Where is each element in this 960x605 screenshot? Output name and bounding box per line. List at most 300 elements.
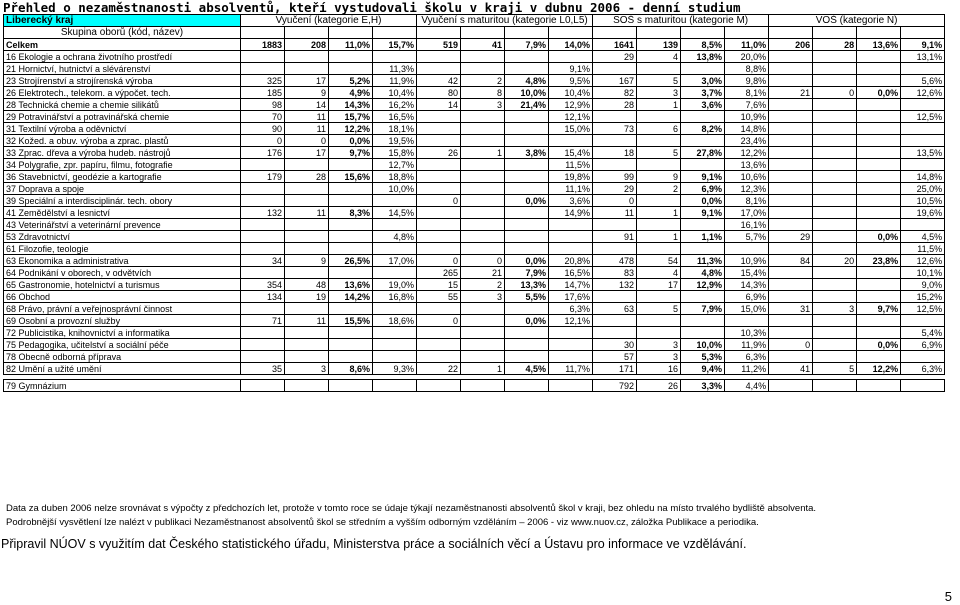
table-cell: 82 bbox=[593, 87, 637, 99]
table-cell: 792 bbox=[593, 380, 637, 392]
table-cell: 23,8% bbox=[857, 255, 901, 267]
table-cell bbox=[901, 315, 945, 327]
table-cell: 84 bbox=[769, 255, 813, 267]
table-row bbox=[4, 267, 945, 279]
table-cell: 14,3% bbox=[329, 99, 373, 111]
table-cell: 4,5% bbox=[901, 231, 945, 243]
table-cell: 11,0% bbox=[725, 39, 769, 51]
table-cell bbox=[417, 135, 461, 147]
row-label: 32 Kožed. a obuv. výroba a zprac. plastů bbox=[4, 135, 241, 147]
table-cell: 325 bbox=[241, 75, 285, 87]
table-cell bbox=[505, 231, 549, 243]
table-cell: 20,0% bbox=[725, 51, 769, 63]
gymnazium-row bbox=[4, 380, 945, 392]
table-cell: 15,8% bbox=[373, 147, 417, 159]
table-cell: 15,4% bbox=[549, 147, 593, 159]
table-cell bbox=[461, 243, 505, 255]
table-cell: 1,1% bbox=[681, 231, 725, 243]
table-row bbox=[4, 87, 945, 99]
table-cell: 5 bbox=[813, 363, 857, 375]
table-cell bbox=[285, 303, 329, 315]
table-cell bbox=[417, 51, 461, 63]
table-row bbox=[4, 315, 945, 327]
column-header bbox=[681, 27, 725, 39]
table-cell bbox=[769, 380, 813, 392]
table-cell: 6,3% bbox=[901, 363, 945, 375]
table-cell: 15,0% bbox=[549, 123, 593, 135]
table-cell bbox=[461, 183, 505, 195]
table-cell bbox=[813, 279, 857, 291]
table-cell: 11,7% bbox=[549, 363, 593, 375]
table-cell bbox=[769, 279, 813, 291]
table-cell: 5,6% bbox=[901, 75, 945, 87]
table-cell: 354 bbox=[241, 279, 285, 291]
table-cell: 4,8% bbox=[373, 231, 417, 243]
table-cell: 1883 bbox=[241, 39, 285, 51]
table-cell: 185 bbox=[241, 87, 285, 99]
table-cell bbox=[769, 51, 813, 63]
table-row bbox=[4, 231, 945, 243]
table-cell bbox=[373, 195, 417, 207]
table-cell bbox=[461, 171, 505, 183]
table-cell: 10,5% bbox=[901, 195, 945, 207]
table-cell bbox=[461, 195, 505, 207]
table-cell: 0,0% bbox=[857, 339, 901, 351]
table-cell bbox=[417, 243, 461, 255]
table-cell: 12,1% bbox=[549, 315, 593, 327]
table-cell bbox=[769, 159, 813, 171]
table-cell: 265 bbox=[417, 267, 461, 279]
row-label: 33 Zprac. dřeva a výroba hudeb. nástrojů bbox=[4, 147, 241, 159]
table-cell: 28 bbox=[813, 39, 857, 51]
table-cell bbox=[813, 183, 857, 195]
table-cell: 14,8% bbox=[901, 171, 945, 183]
table-cell: 12,9% bbox=[681, 279, 725, 291]
table-cell bbox=[901, 123, 945, 135]
table-cell: 9,1% bbox=[681, 207, 725, 219]
table-cell: 0,0% bbox=[329, 135, 373, 147]
table-cell bbox=[593, 135, 637, 147]
table-cell: 5 bbox=[637, 303, 681, 315]
table-cell bbox=[813, 111, 857, 123]
table-row bbox=[4, 303, 945, 315]
table-cell: 8,5% bbox=[681, 39, 725, 51]
category-header: Vyučení (kategorie E,H) bbox=[241, 15, 417, 27]
table-cell bbox=[241, 351, 285, 363]
table-cell bbox=[549, 231, 593, 243]
column-header bbox=[373, 27, 417, 39]
table-cell: 0 bbox=[285, 135, 329, 147]
table-cell bbox=[813, 147, 857, 159]
table-cell bbox=[505, 111, 549, 123]
table-cell bbox=[593, 291, 637, 303]
table-cell bbox=[593, 327, 637, 339]
table-cell: 10,0% bbox=[505, 87, 549, 99]
table-cell bbox=[461, 123, 505, 135]
table-cell bbox=[461, 63, 505, 75]
column-header bbox=[417, 27, 461, 39]
table-row bbox=[4, 51, 945, 63]
table-cell: 18,6% bbox=[373, 315, 417, 327]
table-cell: 478 bbox=[593, 255, 637, 267]
table-cell bbox=[241, 195, 285, 207]
table-cell: 11,9% bbox=[725, 339, 769, 351]
table-cell: 3,3% bbox=[681, 380, 725, 392]
column-header bbox=[725, 27, 769, 39]
table-cell bbox=[461, 219, 505, 231]
table-cell: 2 bbox=[637, 183, 681, 195]
table-cell: 10,6% bbox=[725, 171, 769, 183]
table-cell bbox=[505, 243, 549, 255]
table-cell bbox=[417, 63, 461, 75]
table-cell: 18,8% bbox=[373, 171, 417, 183]
table-cell: 8,1% bbox=[725, 87, 769, 99]
table-cell: 14,7% bbox=[549, 279, 593, 291]
table-cell bbox=[241, 159, 285, 171]
table-cell bbox=[373, 380, 417, 392]
column-header bbox=[549, 27, 593, 39]
table-cell bbox=[505, 51, 549, 63]
table-cell: 11,5% bbox=[901, 243, 945, 255]
table-cell: 17,0% bbox=[725, 207, 769, 219]
table-cell bbox=[637, 315, 681, 327]
table-cell: 35 bbox=[241, 363, 285, 375]
table-cell: 9,8% bbox=[725, 75, 769, 87]
table-cell: 13,1% bbox=[901, 51, 945, 63]
table-row bbox=[4, 279, 945, 291]
table-row bbox=[4, 363, 945, 375]
table-cell bbox=[857, 171, 901, 183]
table-cell: 10,4% bbox=[373, 87, 417, 99]
column-header bbox=[857, 27, 901, 39]
table-cell: 10,9% bbox=[725, 255, 769, 267]
table-cell: 23,4% bbox=[725, 135, 769, 147]
table-cell bbox=[901, 219, 945, 231]
table-cell: 132 bbox=[593, 279, 637, 291]
table-cell bbox=[285, 243, 329, 255]
table-row bbox=[4, 255, 945, 267]
table-cell: 4,5% bbox=[505, 363, 549, 375]
table-cell bbox=[813, 207, 857, 219]
table-row bbox=[4, 207, 945, 219]
table-cell: 3 bbox=[461, 99, 505, 111]
table-cell bbox=[329, 351, 373, 363]
table-cell bbox=[461, 51, 505, 63]
table-cell: 0 bbox=[593, 195, 637, 207]
table-cell: 6,9% bbox=[681, 183, 725, 195]
table-cell bbox=[285, 231, 329, 243]
table-cell: 14,0% bbox=[549, 39, 593, 51]
table-cell bbox=[241, 267, 285, 279]
table-cell bbox=[329, 195, 373, 207]
row-label: 41 Zemědělství a lesnictví bbox=[4, 207, 241, 219]
table-cell bbox=[769, 135, 813, 147]
table-cell: 11,1% bbox=[549, 183, 593, 195]
table-cell: 12,2% bbox=[725, 147, 769, 159]
region-label: Liberecký kraj bbox=[4, 15, 241, 27]
column-header bbox=[329, 27, 373, 39]
table-cell: 98 bbox=[241, 99, 285, 111]
table-cell bbox=[813, 99, 857, 111]
table-row bbox=[4, 99, 945, 111]
table-cell: 5,5% bbox=[505, 291, 549, 303]
table-cell: 18,1% bbox=[373, 123, 417, 135]
table-cell bbox=[593, 315, 637, 327]
table-cell bbox=[637, 327, 681, 339]
table-cell bbox=[373, 243, 417, 255]
table-cell bbox=[329, 63, 373, 75]
table-cell: 3 bbox=[461, 291, 505, 303]
table-cell bbox=[681, 327, 725, 339]
table-cell bbox=[285, 195, 329, 207]
column-header bbox=[813, 27, 857, 39]
table-cell: 29 bbox=[769, 231, 813, 243]
category-header: Vyučení s maturitou (kategorie L0,L5) bbox=[417, 15, 593, 27]
table-cell bbox=[725, 243, 769, 255]
table-cell: 15,5% bbox=[329, 315, 373, 327]
table-cell: 6,9% bbox=[725, 291, 769, 303]
footer-source: Připravil NÚOV s využitím dat Českého statistického úřadu, Ministerstva práce a sociálních věcí a Ústavu pro informace ve vzdělávání. bbox=[1, 537, 747, 551]
table-cell: 1641 bbox=[593, 39, 637, 51]
table-cell bbox=[769, 243, 813, 255]
table-cell bbox=[285, 183, 329, 195]
table-cell bbox=[505, 123, 549, 135]
table-cell bbox=[329, 339, 373, 351]
table-cell: 17,6% bbox=[549, 291, 593, 303]
row-label: 68 Právo, právní a veřejnosprávní činnost bbox=[4, 303, 241, 315]
table-row bbox=[4, 339, 945, 351]
table-cell: 4,4% bbox=[725, 380, 769, 392]
table-cell bbox=[417, 231, 461, 243]
header-row-categories bbox=[4, 15, 945, 27]
table-cell: 0,0% bbox=[857, 231, 901, 243]
table-row bbox=[4, 243, 945, 255]
table-cell: 12,2% bbox=[857, 363, 901, 375]
table-cell bbox=[373, 51, 417, 63]
header-row-columns bbox=[4, 27, 945, 39]
table-cell: 41 bbox=[769, 363, 813, 375]
table-cell: 9 bbox=[285, 87, 329, 99]
table-cell bbox=[241, 303, 285, 315]
table-cell bbox=[241, 231, 285, 243]
table-cell bbox=[637, 291, 681, 303]
table-cell bbox=[637, 243, 681, 255]
table-cell: 17 bbox=[285, 147, 329, 159]
row-label: 34 Polygrafie, zpr. papíru, filmu, fotografie bbox=[4, 159, 241, 171]
table-cell bbox=[549, 135, 593, 147]
table-cell: 3 bbox=[813, 303, 857, 315]
column-header bbox=[285, 27, 329, 39]
table-cell bbox=[505, 135, 549, 147]
table-cell: 13,8% bbox=[681, 51, 725, 63]
table-cell: 9,5% bbox=[549, 75, 593, 87]
table-cell bbox=[549, 339, 593, 351]
table-cell: 11 bbox=[285, 315, 329, 327]
table-cell: 7,6% bbox=[725, 99, 769, 111]
table-cell: 11 bbox=[285, 111, 329, 123]
table-cell: 3 bbox=[637, 339, 681, 351]
table-row bbox=[4, 111, 945, 123]
table-cell bbox=[813, 351, 857, 363]
row-label: 37 Doprava a spoje bbox=[4, 183, 241, 195]
table-cell: 3,0% bbox=[681, 75, 725, 87]
table-cell bbox=[285, 327, 329, 339]
table-cell bbox=[549, 380, 593, 392]
table-cell: 22 bbox=[417, 363, 461, 375]
table-cell bbox=[461, 339, 505, 351]
table-cell: 134 bbox=[241, 291, 285, 303]
table-cell bbox=[681, 63, 725, 75]
table-cell: 0 bbox=[417, 255, 461, 267]
table-cell bbox=[813, 219, 857, 231]
table-cell bbox=[769, 195, 813, 207]
table-cell: 18 bbox=[593, 147, 637, 159]
row-label: 61 Filozofie, teologie bbox=[4, 243, 241, 255]
table-cell bbox=[813, 63, 857, 75]
table-cell: 41 bbox=[461, 39, 505, 51]
table-cell bbox=[241, 63, 285, 75]
table-cell bbox=[769, 351, 813, 363]
table-row bbox=[4, 327, 945, 339]
table-cell bbox=[505, 159, 549, 171]
table-cell: 12,7% bbox=[373, 159, 417, 171]
table-cell: 15 bbox=[417, 279, 461, 291]
table-cell: 20 bbox=[813, 255, 857, 267]
table-cell: 1 bbox=[461, 147, 505, 159]
table-cell bbox=[681, 291, 725, 303]
table-cell bbox=[417, 339, 461, 351]
table-cell: 9 bbox=[637, 171, 681, 183]
table-cell bbox=[285, 351, 329, 363]
table-cell: 11,9% bbox=[373, 75, 417, 87]
table-cell bbox=[285, 63, 329, 75]
table-row bbox=[4, 159, 945, 171]
table-row bbox=[4, 75, 945, 87]
table-cell: 12,5% bbox=[901, 303, 945, 315]
table-cell bbox=[813, 267, 857, 279]
table-cell bbox=[285, 380, 329, 392]
table-cell: 13,5% bbox=[901, 147, 945, 159]
table-cell: 63 bbox=[593, 303, 637, 315]
table-cell: 0,0% bbox=[505, 255, 549, 267]
table-cell bbox=[813, 231, 857, 243]
table-row bbox=[4, 63, 945, 75]
table-cell: 12,9% bbox=[549, 99, 593, 111]
table-row bbox=[4, 183, 945, 195]
table-cell bbox=[769, 267, 813, 279]
table-cell bbox=[417, 380, 461, 392]
table-cell bbox=[461, 159, 505, 171]
table-cell bbox=[241, 380, 285, 392]
column-header bbox=[461, 27, 505, 39]
table-cell bbox=[813, 75, 857, 87]
table-cell bbox=[813, 291, 857, 303]
table-cell bbox=[769, 171, 813, 183]
table-cell: 1 bbox=[637, 207, 681, 219]
table-cell bbox=[637, 135, 681, 147]
table-cell: 0,0% bbox=[505, 315, 549, 327]
table-cell: 15,7% bbox=[329, 111, 373, 123]
table-cell bbox=[857, 243, 901, 255]
table-cell: 3 bbox=[637, 351, 681, 363]
table-cell bbox=[505, 351, 549, 363]
table-cell: 14,5% bbox=[373, 207, 417, 219]
table-cell: 3,6% bbox=[681, 99, 725, 111]
table-cell bbox=[857, 147, 901, 159]
table-cell: 0 bbox=[417, 315, 461, 327]
table-cell: 3,7% bbox=[681, 87, 725, 99]
table-cell bbox=[461, 351, 505, 363]
table-cell bbox=[241, 327, 285, 339]
table-cell bbox=[857, 135, 901, 147]
table-cell bbox=[637, 63, 681, 75]
table-cell: 6,3% bbox=[549, 303, 593, 315]
table-cell: 167 bbox=[593, 75, 637, 87]
table-cell: 9,7% bbox=[857, 303, 901, 315]
table-cell: 3 bbox=[637, 87, 681, 99]
unemployment-table bbox=[3, 14, 945, 392]
table-cell bbox=[417, 219, 461, 231]
table-cell: 206 bbox=[769, 39, 813, 51]
table-cell: 4 bbox=[637, 51, 681, 63]
table-cell bbox=[637, 111, 681, 123]
table-cell: 9 bbox=[285, 255, 329, 267]
row-label: 26 Elektrotech., telekom. a výpočet. tech. bbox=[4, 87, 241, 99]
table-cell bbox=[813, 380, 857, 392]
row-label: Celkem bbox=[4, 39, 241, 51]
table-cell bbox=[417, 303, 461, 315]
row-label: 28 Technická chemie a chemie silikátů bbox=[4, 99, 241, 111]
table-cell: 2 bbox=[461, 279, 505, 291]
table-cell: 0 bbox=[241, 135, 285, 147]
table-cell: 5,3% bbox=[681, 351, 725, 363]
table-row bbox=[4, 195, 945, 207]
row-label: 65 Gastronomie, hotelnictví a turismus bbox=[4, 279, 241, 291]
table-cell bbox=[461, 111, 505, 123]
table-cell: 16,5% bbox=[549, 267, 593, 279]
table-cell bbox=[637, 195, 681, 207]
table-cell bbox=[593, 63, 637, 75]
table-cell: 0,0% bbox=[681, 195, 725, 207]
table-cell bbox=[857, 279, 901, 291]
table-cell bbox=[505, 207, 549, 219]
table-cell bbox=[285, 51, 329, 63]
table-cell bbox=[857, 63, 901, 75]
table-cell bbox=[461, 380, 505, 392]
table-cell bbox=[417, 183, 461, 195]
table-cell bbox=[461, 327, 505, 339]
table-cell bbox=[769, 327, 813, 339]
table-cell: 27,8% bbox=[681, 147, 725, 159]
table-cell bbox=[813, 171, 857, 183]
row-header: Skupina oborů (kód, název) bbox=[4, 27, 241, 39]
table-cell bbox=[505, 380, 549, 392]
table-cell: 14 bbox=[285, 99, 329, 111]
table-cell bbox=[417, 207, 461, 219]
table-cell: 54 bbox=[637, 255, 681, 267]
table-cell: 5,2% bbox=[329, 75, 373, 87]
table-cell: 10,4% bbox=[549, 87, 593, 99]
category-header: SOŠ s maturitou (kategorie M) bbox=[593, 15, 769, 27]
table-cell bbox=[769, 123, 813, 135]
table-cell: 55 bbox=[417, 291, 461, 303]
page-title: Přehled o nezaměstnanosti absolventů, kteří vystudovali školu v kraji v dubnu 2006 - denní studium bbox=[3, 0, 741, 15]
table-cell: 26,5% bbox=[329, 255, 373, 267]
table-row bbox=[4, 219, 945, 231]
column-header bbox=[901, 27, 945, 39]
table-cell: 0 bbox=[417, 195, 461, 207]
table-cell bbox=[857, 195, 901, 207]
